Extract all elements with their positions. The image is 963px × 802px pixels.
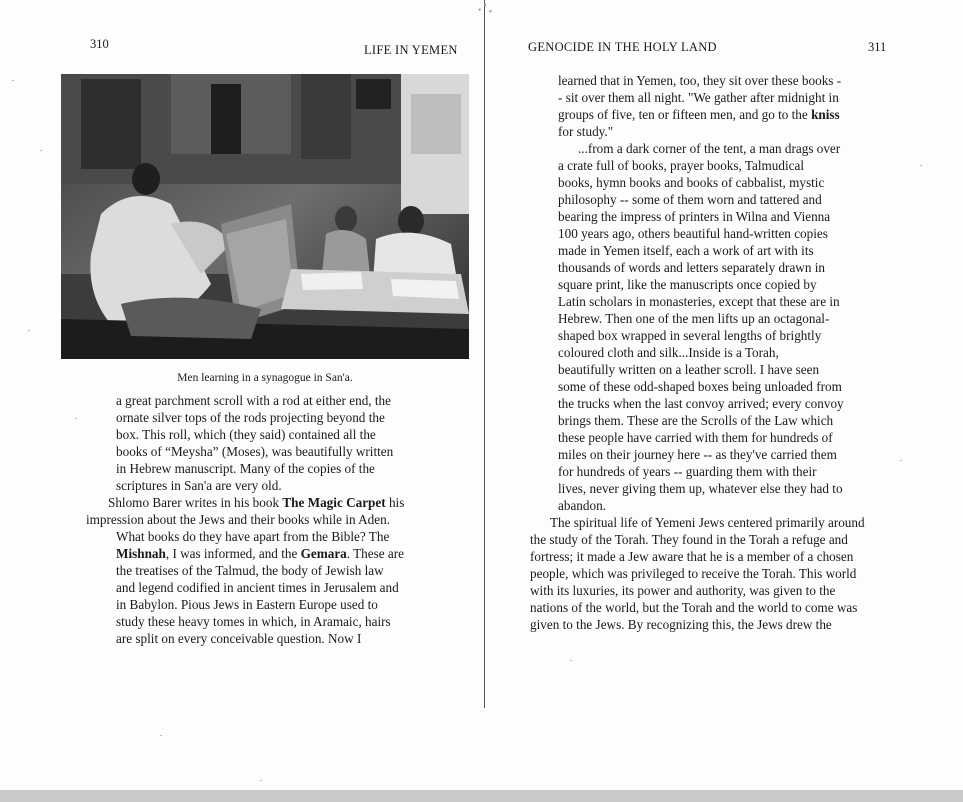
text-line: in Hebrew manuscript. Many of the copies of the	[116, 461, 375, 476]
scan-speck	[260, 780, 262, 781]
text-line: study these heavy tomes in which, in Aramaic, hairs	[116, 614, 391, 629]
left-page-number: 310	[90, 37, 109, 51]
text-line	[88, 545, 448, 562]
left-page-text	[88, 392, 448, 647]
text-line: What books do they have apart from the Bible? The	[116, 529, 390, 544]
text-span: . These are	[346, 546, 405, 561]
text-line: brings them. These are the Scrolls of the Law which	[558, 413, 834, 428]
scan-speck	[12, 80, 14, 81]
text-line: box. This roll, which (they said) contained all the	[116, 427, 376, 442]
text-line: beautifully written on a leather scroll. I have seen	[558, 362, 820, 377]
scan-speck	[900, 460, 902, 461]
text-line	[530, 106, 892, 123]
text-line: books, hymn books and books of cabbalist, mystic	[558, 175, 825, 190]
right-page-number: 311	[868, 40, 887, 54]
text-line: in Babylon. Pious Jews in Eastern Europe used to	[116, 597, 378, 612]
scan-speck	[40, 150, 42, 151]
synagogue-photo	[61, 74, 469, 359]
text-line: a great parchment scroll with a rod at either end, the	[116, 393, 391, 408]
book-title: The Magic Carpet	[282, 495, 386, 510]
term-kniss: kniss	[811, 107, 840, 122]
text-line: fortress; it made a Jew aware that he is a member of a chosen	[530, 549, 854, 564]
text-line: for hundreds of years -- guarding them with their	[558, 464, 817, 479]
text-line: lives, never giving them up, whatever else they had to	[558, 481, 843, 496]
text-line: are split on every conceivable question. Now I	[116, 631, 362, 646]
text-line: the treatises of the Talmud, the body of Jewish law	[116, 563, 384, 578]
text-line: The spiritual life of Yemeni Jews centered primarily around	[550, 515, 865, 530]
text-line: the study of the Torah. They found in the Torah a refuge and	[530, 532, 848, 547]
text-line: given to the Jews. By recognizing this, the Jews drew the	[530, 617, 832, 632]
page-gutter	[484, 0, 485, 708]
text-line: bearing the impress of printers in Wilna and Vienna	[558, 209, 831, 224]
text-line: shaped box wrapped in several lengths of brightly	[558, 328, 822, 343]
scan-speck	[570, 660, 572, 661]
scan-speck	[920, 165, 922, 166]
text-line: Hebrew. Then one of the men lifts up an octagonal-	[558, 311, 830, 326]
text-line: learned that in Yemen, too, they sit over these books -	[558, 73, 842, 88]
text-line: ...from a dark corner of the tent, a man drags over	[578, 141, 841, 156]
text-line: impression about the Jews and their books while in Aden.	[86, 512, 391, 527]
text-line: made in Yemen itself, each a work of art with its	[558, 243, 814, 258]
text-line: a crate full of books, prayer books, Talmudical	[558, 158, 805, 173]
text-line: some of these odd-shaped boxes being unloaded from	[558, 379, 842, 394]
text-line: these people have carried with them for hundreds of	[558, 430, 833, 445]
text-line: people, which was privileged to receive the Torah. This world	[530, 566, 857, 581]
scan-speck	[160, 735, 162, 736]
right-page-text	[530, 72, 892, 633]
scan-speck	[75, 418, 77, 419]
text-line: coloured cloth and silk...Inside is a Torah,	[558, 345, 779, 360]
text-span: , I was informed, and the	[165, 546, 298, 561]
text-line: thousands of words and letters separately drawn in	[558, 260, 825, 275]
text-span: his	[388, 495, 405, 510]
left-running-head: LIFE IN YEMEN	[364, 43, 458, 57]
text-line: and legend codified in ancient times in Jerusalem and	[116, 580, 399, 595]
text-line: Latin scholars in monasteries, except that these are in	[558, 294, 840, 309]
term-mishnah: Mishnah	[116, 546, 166, 561]
text-line: 100 years ago, others beautiful hand-written copies	[558, 226, 828, 241]
text-span: Shlomo Barer writes in his book	[108, 495, 280, 510]
text-line: abandon.	[558, 498, 606, 513]
photo-caption: Men learning in a synagogue in San'a.	[177, 372, 353, 384]
text-line: scriptures in San'a are very old.	[116, 478, 282, 493]
text-line: the trucks when the last convoy arrived; every convoy	[558, 396, 844, 411]
scan-speck	[28, 330, 30, 331]
text-line: philosophy -- some of them worn and tattered and	[558, 192, 822, 207]
text-line: for study."	[558, 124, 614, 139]
term-gemara: Gemara	[300, 546, 347, 561]
text-line: with its luxuries, its power and authority, was given to the	[530, 583, 836, 598]
right-running-head: GENOCIDE IN THE HOLY LAND	[528, 40, 717, 54]
text-line: nations of the world, but the Torah and the world to come was	[530, 600, 858, 615]
scan-bottom-edge	[0, 790, 963, 802]
text-line: square print, like the manuscripts once copied by	[558, 277, 817, 292]
text-line: miles on their journey here -- as they've carried them	[558, 447, 837, 462]
text-line: ornate silver tops of the rods projecting beyond the	[116, 410, 385, 425]
text-span: groups of five, ten or fifteen men, and go to the	[558, 107, 808, 122]
text-line	[88, 494, 448, 511]
gutter-specks	[476, 0, 494, 16]
text-line: books of “Meysha” (Moses), was beautifully written	[116, 444, 394, 459]
text-line: - sit over them all night. "We gather after midnight in	[558, 90, 839, 105]
